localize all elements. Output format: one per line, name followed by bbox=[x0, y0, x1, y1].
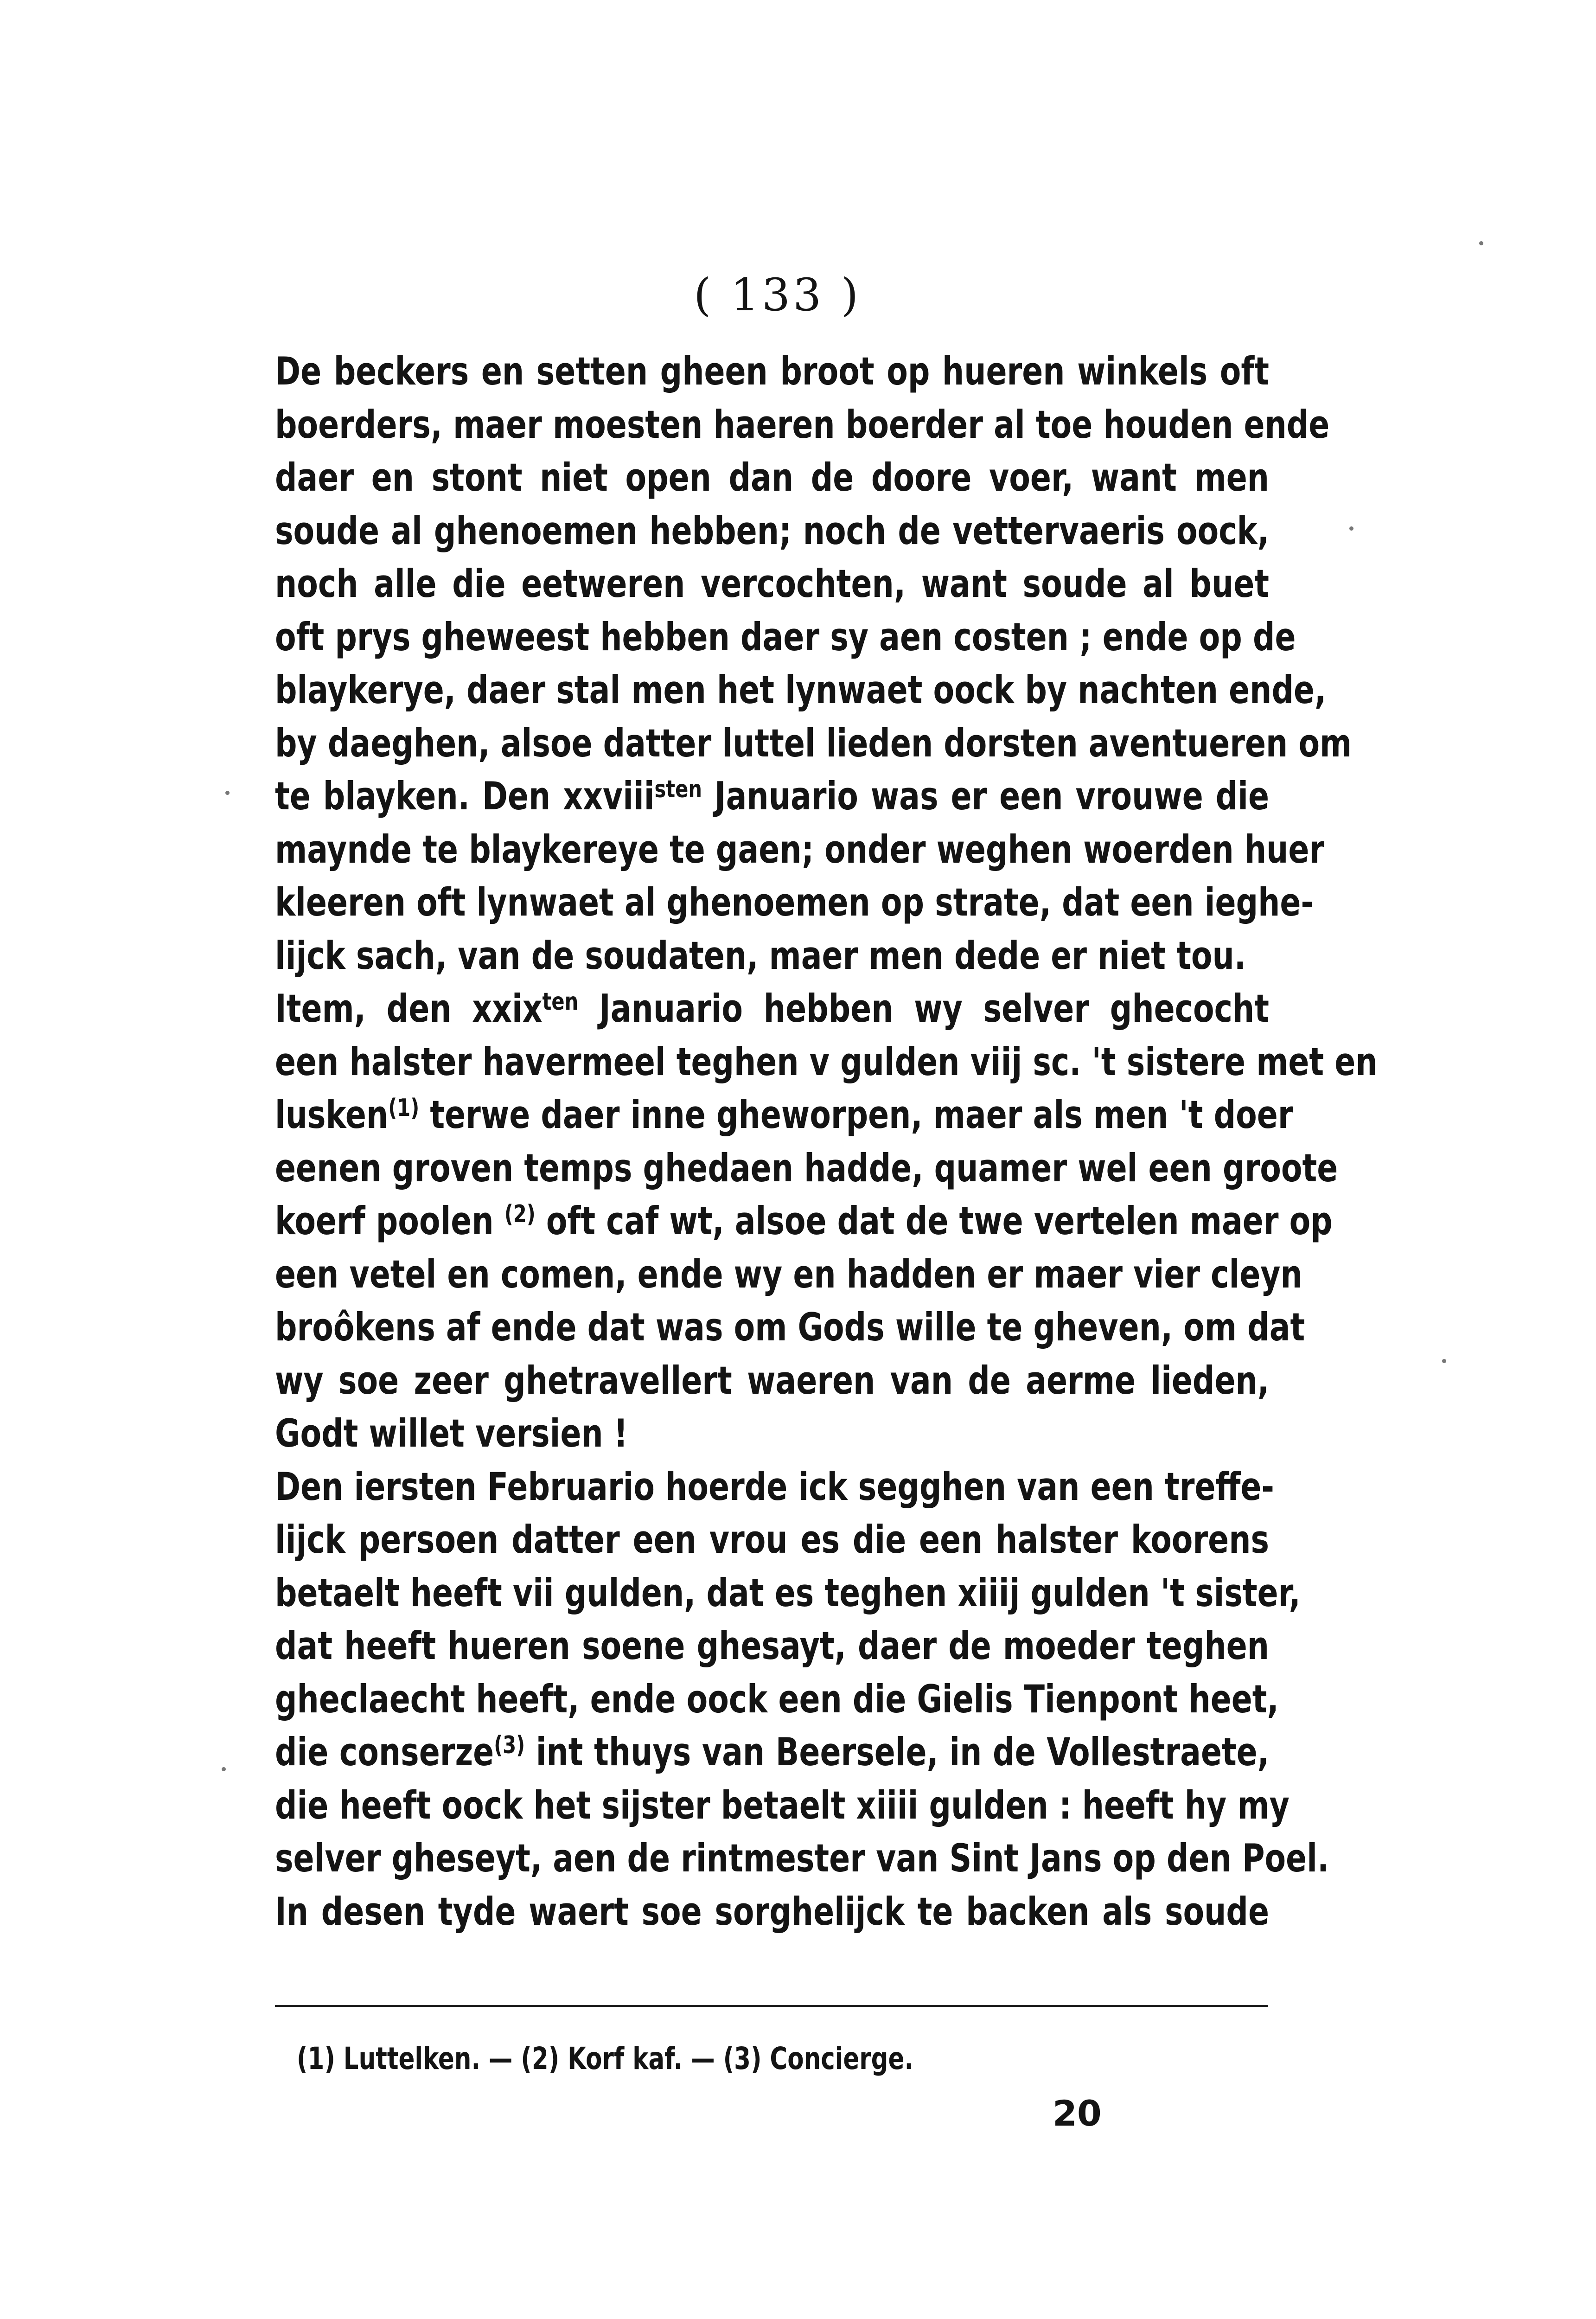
text-line bbox=[275, 1036, 1378, 1089]
text-line-main: boerders, maer moesten haeren boerder al toe houden ende bbox=[275, 402, 1330, 447]
text-line-main: De beckers en setten gheen broot op hueren winkels oft bbox=[275, 349, 1269, 394]
footnote-rule bbox=[275, 2005, 1268, 2007]
text-line-main: soude al ghenoemen hebben; noch de vettervaeris oock, bbox=[275, 508, 1269, 553]
text-line-main: blaykerye, daer stal men het lynwaet oock by nachten ende, bbox=[275, 667, 1327, 712]
text-line bbox=[275, 929, 1269, 983]
text-line-main: by daeghen, alsoe datter luttel lieden dorsten aventueren om bbox=[275, 720, 1352, 766]
text-line-main: broôkens af ende dat was om Gods wille te gheven, om dat bbox=[275, 1305, 1305, 1350]
text-line bbox=[275, 770, 1269, 823]
text-line-main: daer en stont niet open dan de doore voer, want men bbox=[275, 455, 1269, 500]
text-line-main: Item, den xxix bbox=[275, 986, 543, 1031]
text-line bbox=[275, 1513, 1269, 1567]
dust-speck bbox=[1479, 241, 1483, 245]
text-line-main: betaelt heeft vii gulden, dat es teghen xiiij gulden 't sister, bbox=[275, 1570, 1301, 1615]
text-line bbox=[275, 982, 1269, 1036]
text-line-rest: int thuys van Beersele, in de Vollestraete, bbox=[525, 1730, 1269, 1774]
text-line-main: wy soe zeer ghetravellert waeren van de aerme lieden, bbox=[275, 1358, 1269, 1403]
text-line bbox=[275, 1089, 1293, 1142]
text-line-rest: Januario was er een vrouwe die bbox=[702, 774, 1269, 819]
text-line bbox=[275, 1726, 1269, 1779]
text-line bbox=[275, 1620, 1269, 1673]
text-line bbox=[275, 557, 1269, 611]
text-line bbox=[275, 611, 1296, 664]
text-line-main: kleeren oft lynwaet al ghenoemen op strate, dat een ieghe- bbox=[275, 880, 1314, 925]
text-line-main: maynde te blaykereye te gaen; onder weghen woerden huer bbox=[275, 826, 1325, 872]
text-line bbox=[275, 1354, 1269, 1408]
text-line-main: een halster havermeel teghen v gulden viij sc. 't sistere met en bbox=[275, 1039, 1378, 1084]
text-line bbox=[275, 876, 1314, 929]
text-line bbox=[275, 1248, 1302, 1301]
text-line bbox=[275, 505, 1269, 558]
text-line bbox=[275, 398, 1330, 452]
text-line-main: Den iersten Februario hoerde ick segghen van een treffe- bbox=[275, 1464, 1274, 1509]
text-line-main: Godt willet versien ! bbox=[275, 1411, 628, 1456]
text-line-main: In desen tyde waert soe sorghelijck te backen als soude bbox=[275, 1889, 1269, 1934]
text-line-rest: Januario hebben wy selver ghecocht bbox=[578, 986, 1269, 1031]
text-line bbox=[275, 1461, 1274, 1514]
page-number: ( 133 ) bbox=[694, 269, 862, 321]
text-line bbox=[275, 717, 1352, 770]
text-line bbox=[275, 345, 1269, 398]
text-line-main: oft prys gheweest hebben daer sy aen costen ; ende op de bbox=[275, 614, 1296, 660]
text-line-main: lijck sach, van de soudaten, maer men dede er niet tou. bbox=[275, 933, 1246, 978]
text-line bbox=[275, 1832, 1329, 1885]
text-line bbox=[275, 1195, 1333, 1248]
text-line-main: eenen groven temps ghedaen hadde, quamer wel een groote bbox=[275, 1145, 1338, 1191]
text-line bbox=[275, 451, 1269, 505]
text-line-main: koerf poolen bbox=[275, 1198, 504, 1243]
superscript: ten bbox=[542, 988, 579, 1016]
text-line bbox=[275, 1673, 1279, 1726]
text-line bbox=[275, 1779, 1290, 1832]
text-line-main: dat heeft hueren soene ghesayt, daer de moeder teghen bbox=[275, 1623, 1269, 1668]
body-text bbox=[275, 345, 1378, 1938]
text-line bbox=[275, 664, 1327, 717]
text-line-main: te blayken. Den xxviii bbox=[275, 774, 655, 819]
dust-speck bbox=[222, 1767, 226, 1771]
superscript: (3) bbox=[494, 1731, 525, 1759]
text-line-main: noch alle die eetweren vercochten, want soude al buet bbox=[275, 561, 1269, 606]
text-line-main: lusken bbox=[275, 1092, 389, 1137]
superscript: sten bbox=[654, 775, 702, 803]
text-line-main: selver gheseyt, aen de rintmester van Sint Jans op den Poel. bbox=[275, 1836, 1329, 1881]
superscript: (1) bbox=[388, 1094, 420, 1122]
text-line-rest: terwe daer inne gheworpen, maer als men 't doer bbox=[419, 1092, 1293, 1137]
text-line bbox=[275, 1407, 1269, 1461]
text-line bbox=[275, 1885, 1269, 1939]
text-line-main: een vetel en comen, ende wy en hadden er maer vier cleyn bbox=[275, 1251, 1302, 1297]
text-line bbox=[275, 1567, 1301, 1620]
superscript: (2) bbox=[504, 1200, 536, 1228]
text-line-rest: oft caf wt, alsoe dat de twe vertelen maer op bbox=[535, 1198, 1333, 1243]
dust-speck bbox=[225, 791, 230, 795]
text-line bbox=[275, 1142, 1338, 1195]
text-line-main: die conserze bbox=[275, 1730, 494, 1774]
text-line bbox=[275, 823, 1325, 877]
text-line-main: gheclaecht heeft, ende oock een die Gielis Tienpont heet, bbox=[275, 1676, 1279, 1722]
text-line-main: lijck persoen datter een vrou es die een halster koorens bbox=[275, 1517, 1269, 1562]
dust-speck bbox=[1442, 1359, 1446, 1363]
text-line-main: die heeft oock het sijster betaelt xiiii gulden : heeft hy my bbox=[275, 1782, 1290, 1828]
dust-speck bbox=[1349, 526, 1353, 531]
signature-mark: 20 bbox=[1053, 2093, 1102, 2134]
footnotes: (1) Luttelken. — (2) Korf kaf. — (3) Concierge. bbox=[297, 2041, 914, 2076]
text-line bbox=[275, 1301, 1305, 1354]
